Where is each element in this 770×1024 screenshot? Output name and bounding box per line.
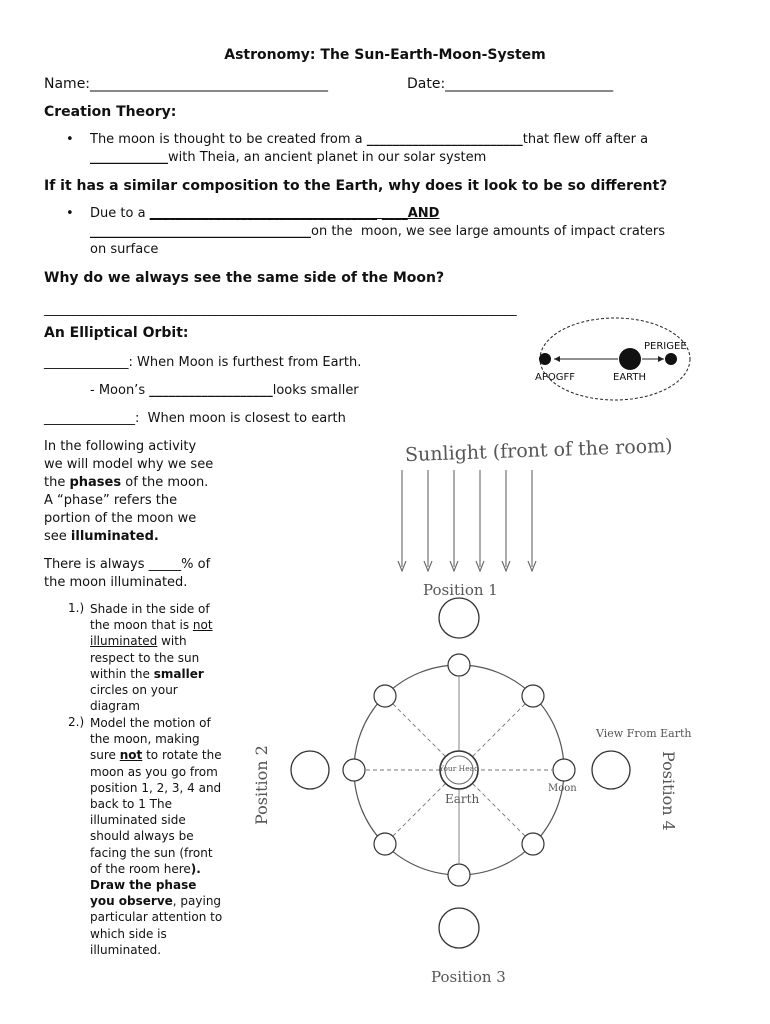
bold-text: you observe [90, 894, 173, 909]
moon-label: Moon [548, 783, 577, 794]
always-line: There is always _____% of [44, 557, 211, 572]
page-title: Astronomy: The Sun-Earth-Moon-System [224, 47, 546, 63]
step-line: illuminated. [90, 942, 162, 957]
earth-dot [619, 348, 641, 370]
date-field[interactable]: Date:________________________ [407, 76, 614, 92]
answer-line[interactable]: ________________________________________________________________________________ [44, 302, 517, 317]
phase-circle-position-4 [592, 751, 630, 789]
view-from-earth-label: View From Earth [596, 727, 692, 740]
sunlight-arrows [398, 470, 536, 571]
step-line: which side is [90, 926, 167, 941]
composition-line-2 [90, 224, 665, 239]
bullet: • [66, 206, 74, 221]
phase-circle-position-2 [291, 751, 329, 789]
moon-circle [553, 759, 575, 781]
position-3-label: Position 3 [431, 968, 506, 986]
creation-text: The moon is thought to be created from a [90, 132, 367, 147]
composition-heading: If it has a similar composition to the Earth, why does it look to be so different? [44, 178, 668, 194]
earth-label: EARTH [613, 372, 647, 383]
step-line: particular attention to [90, 910, 223, 925]
creation-text: with Theia, an ancient planet in our solar system [168, 150, 487, 165]
step-2-number: 2.) [68, 715, 85, 729]
intro-text: of the moon. [121, 475, 209, 490]
moon-phase-diagram [235, 425, 705, 1000]
perigee-line: ______________: When moon is closest to earth [44, 411, 346, 426]
position-2-label: Position 2 [252, 745, 271, 825]
moon-circle [522, 833, 544, 855]
intro-line: we will model why we see [44, 457, 214, 472]
position-1-label: Position 1 [423, 581, 498, 599]
step-text: to rotate the [142, 748, 222, 763]
moon-circle [448, 654, 470, 676]
apogee-label: APOGFF [535, 372, 575, 383]
phase-circle-position-1 [439, 598, 479, 638]
step-line: respect to the sun [90, 650, 200, 665]
composition-text: on the moon, we see large amounts of impact craters [311, 224, 666, 239]
step-text: sure [90, 748, 120, 763]
step-line: moon as you go from [90, 764, 218, 779]
not-term: not [119, 748, 143, 763]
step-line: position 1, 2, 3, 4 and [90, 780, 222, 795]
orbit-text: - Moon’s [90, 383, 150, 398]
composition-text: Due to a [90, 206, 150, 221]
moon-circle [448, 864, 470, 886]
step-line: facing the sun (front [90, 845, 213, 860]
arrow-head [658, 356, 664, 362]
illuminated-term: illuminated [90, 634, 158, 649]
step-line: should always be [90, 829, 194, 844]
step-text: the moon that is [90, 618, 193, 633]
perigee-label: PERIGEE [644, 341, 687, 352]
step-line: back to 1 The [90, 797, 172, 812]
step-text: , paying [172, 894, 222, 909]
step-1-number: 1.) [68, 601, 85, 615]
moon-circle [343, 759, 365, 781]
blank[interactable]: ___________________ [149, 383, 273, 398]
step-line: Draw the phase [90, 878, 197, 893]
step-text: within the [90, 666, 154, 681]
intro-line: A “phase” refers the [44, 493, 178, 508]
intro-text: the [44, 475, 70, 490]
always-line: the moon illuminated. [44, 575, 188, 590]
blank[interactable]: ___________________________________ ____AND [149, 206, 440, 221]
step-line: illuminated side [90, 813, 186, 828]
phases-term: phases [69, 475, 122, 490]
creation-text: that flew off after a [522, 132, 649, 147]
arrow-head [554, 356, 560, 362]
ellipse-orbit-diagram [530, 315, 700, 407]
sunlight-label: Sunlight (front of the room) [404, 434, 673, 467]
orbit-heading: An Elliptical Orbit: [44, 325, 189, 341]
intro-line [44, 474, 244, 492]
moon-circle [374, 685, 396, 707]
creation-heading: Creation Theory: [44, 104, 177, 120]
name-field[interactable]: Name:__________________________________ [44, 76, 329, 92]
intro-text: see [44, 529, 71, 544]
orbit-text: looks smaller [272, 383, 359, 398]
step-line: diagram [90, 699, 140, 714]
step-text: with [157, 634, 187, 649]
position-4-label: Position 4 [659, 751, 678, 831]
creation-line-2 [90, 150, 486, 165]
creation-line-1 [90, 132, 648, 147]
phase-circle-position-3 [439, 908, 479, 948]
smaller-term: smaller [153, 666, 204, 681]
composition-line-1 [90, 206, 439, 221]
intro-line: portion of the moon we [44, 511, 197, 526]
moon-circle [522, 685, 544, 707]
composition-line-3: on surface [90, 242, 159, 257]
always-illuminated [44, 556, 210, 592]
step-text: of the room here [90, 861, 191, 876]
apogee-line: _____________: When Moon is furthest from Earth. [44, 355, 362, 370]
step-line: circles on your [90, 683, 178, 698]
step-line: Model the motion of [90, 716, 211, 730]
intro-line [44, 528, 244, 546]
head-label: Your Head [439, 764, 479, 773]
step-line: the moon, making [90, 732, 200, 747]
earth-label: Earth [445, 792, 480, 806]
same-side-heading: Why do we always see the same side of the Moon? [44, 270, 445, 286]
bold-text: ). [190, 861, 201, 876]
blank[interactable]: __________________________________ [90, 224, 311, 239]
apparent-size-line [90, 383, 359, 398]
blank[interactable]: ____________ [90, 150, 168, 165]
moon-circle [374, 833, 396, 855]
step-line: Shade in the side of [90, 602, 210, 616]
bullet: • [66, 132, 74, 147]
not-term: not [192, 618, 213, 633]
blank[interactable]: ________________________ [366, 132, 523, 147]
illuminated-term: illuminated. [70, 529, 159, 544]
apogee-moon [539, 353, 551, 365]
intro-line: In the following activity [44, 439, 197, 454]
perigee-moon [665, 353, 677, 365]
activity-intro [44, 438, 244, 546]
